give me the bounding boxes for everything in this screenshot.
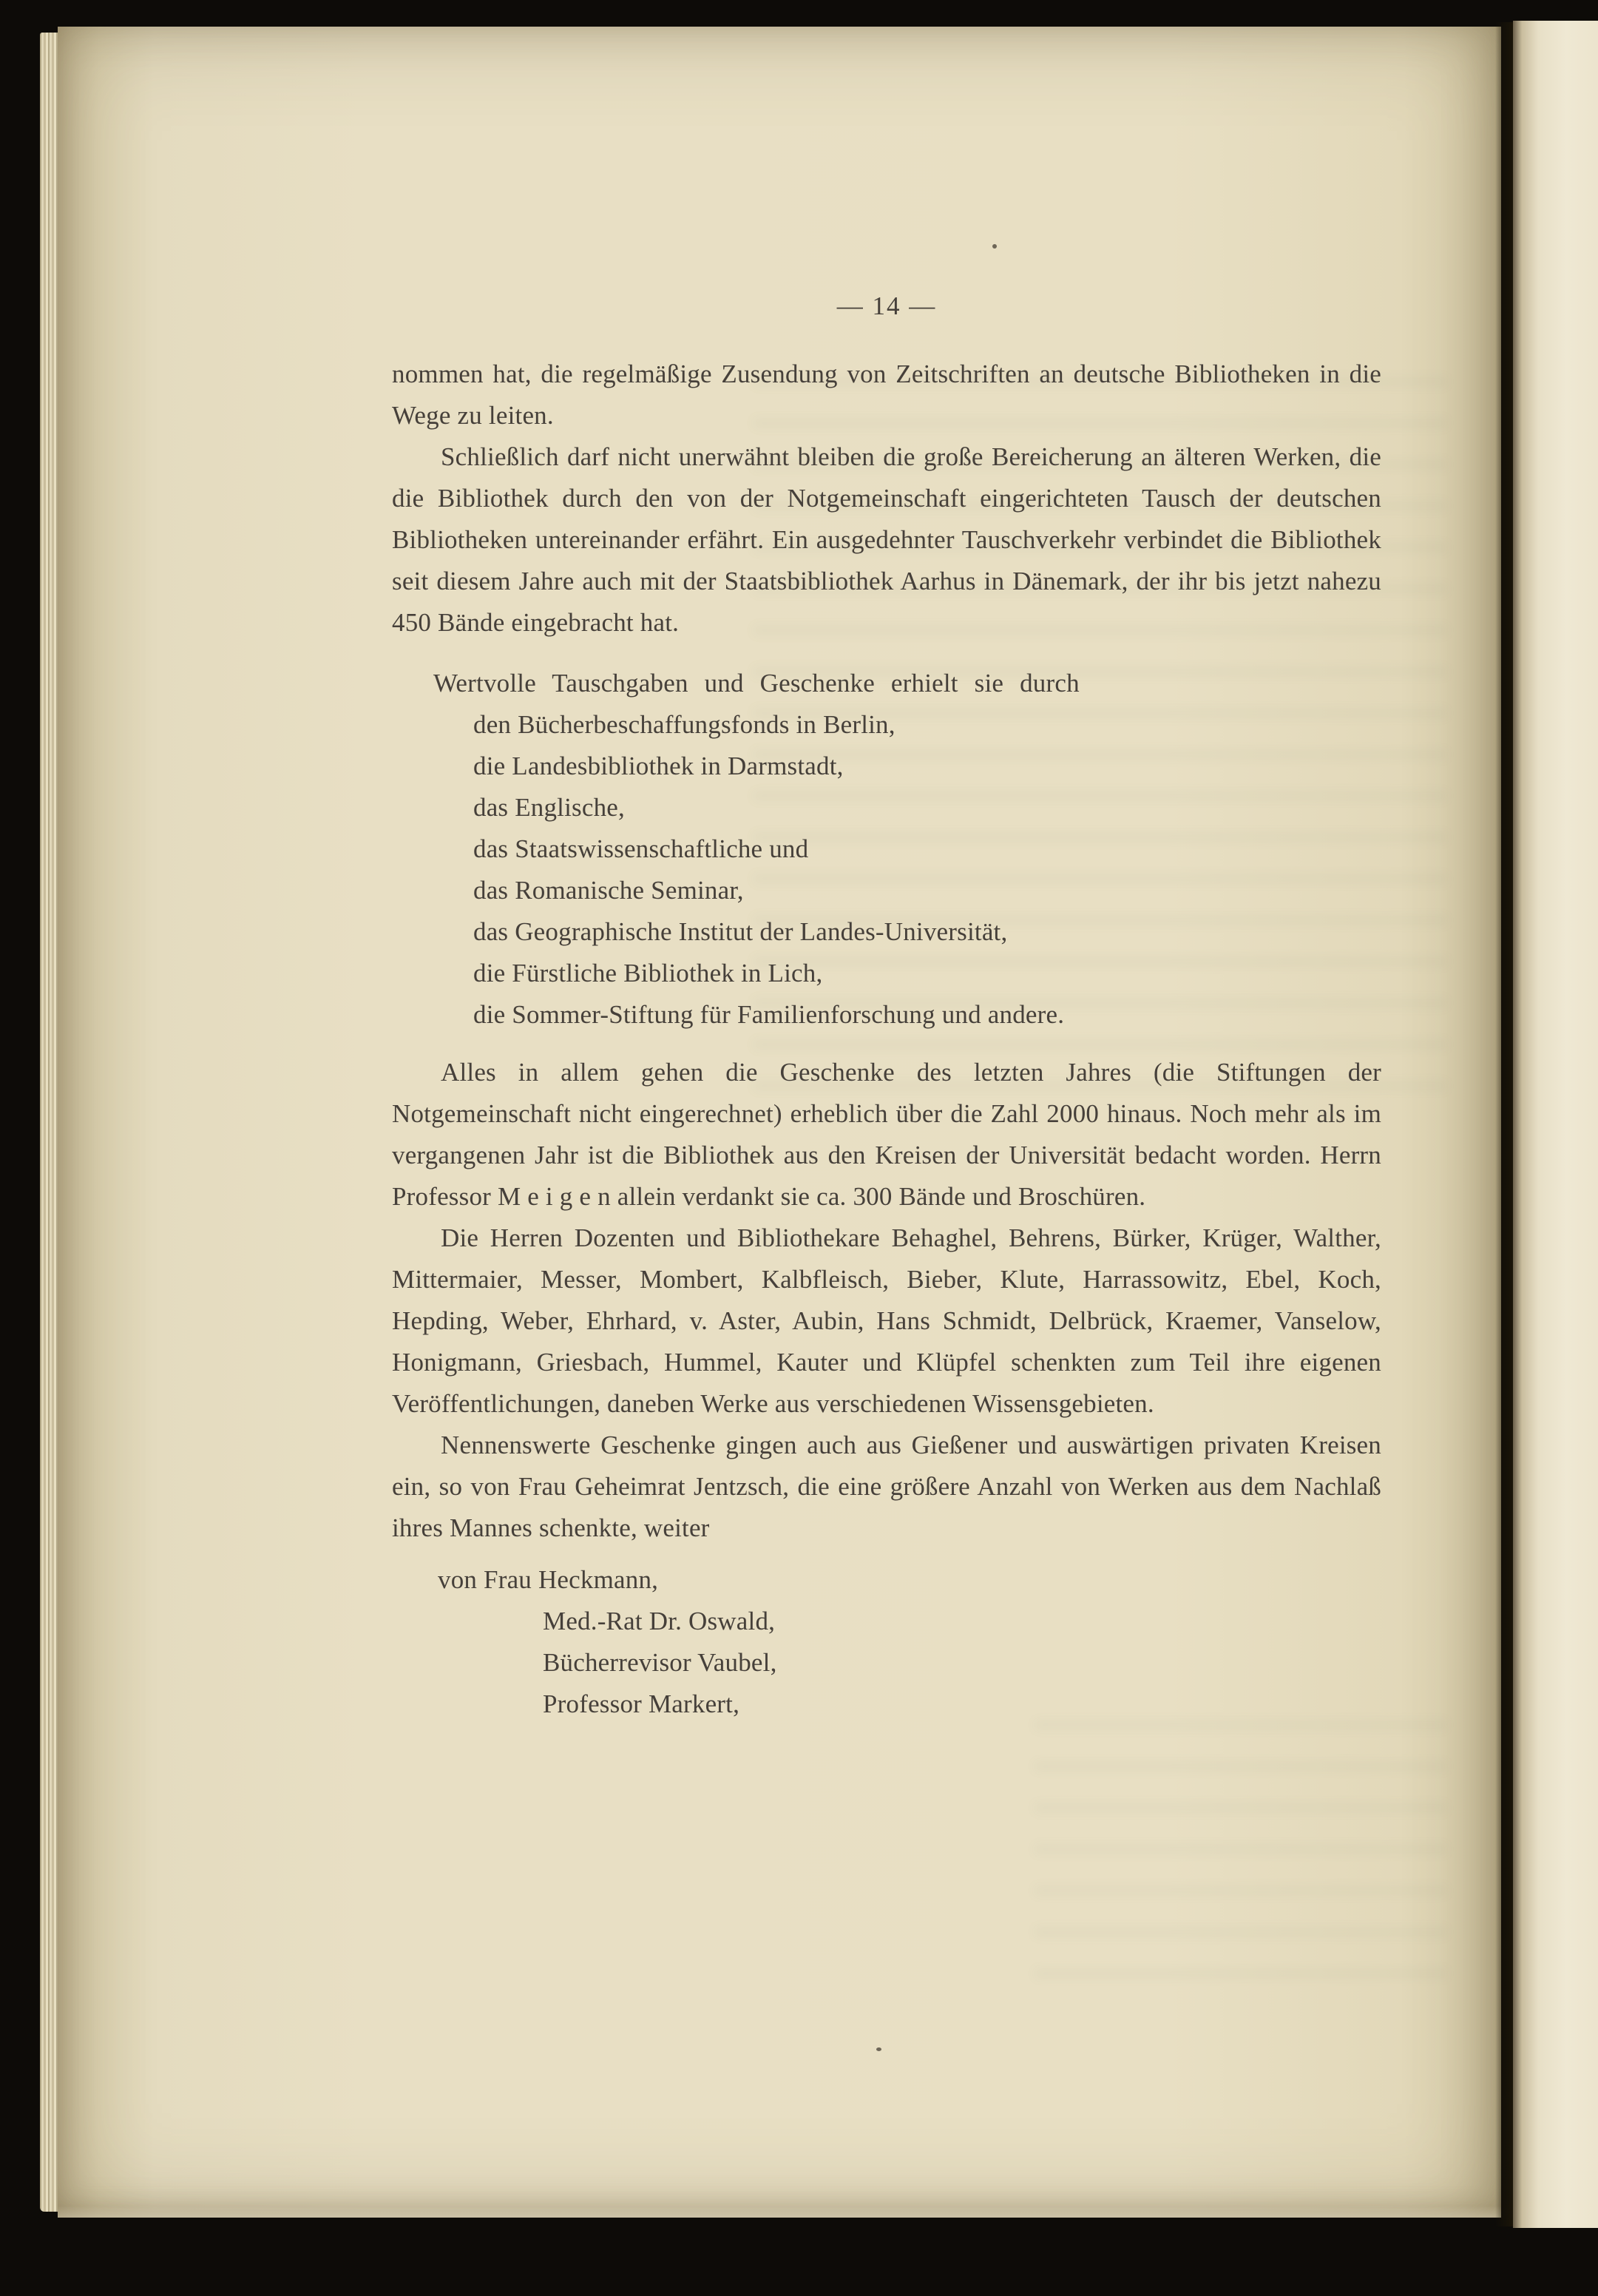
paragraph-private-donors: Nennenswerte Geschenke gingen auch aus Gießener und auswärtigen privaten Kreisen ein, so von Frau Geheimrat Jentzsch, die eine größere Anzahl von Werken aus dem Nachlaß ihres Mannes schenkte, weiter	[392, 1431, 1381, 1542]
gift-list-item: den Bücherbeschaffungsfonds in Berlin,	[473, 710, 896, 739]
paragraph-gift-totals: Alles in allem gehen die Geschenke des letzten Jahres (die Stiftungen der Notgemeinschaft nicht eingerechnet) erheblich über die Zahl 2000 hinaus. Noch mehr als im vergangenen Jahr ist die Bibliothek aus den Kreisen der Universität bedacht worden. Herrn Professor M e i g e n allein verdankt sie ca. 300 Bände und Broschüren.	[392, 1058, 1381, 1211]
donor-list-item: Professor Markert,	[543, 1689, 740, 1718]
paragraph-exchange: Schließlich darf nicht unerwähnt bleiben die große Bereicherung an älteren Werken, die die Bibliothek durch den von der Notgemeinschaft eingerichteten Tausch der deutschen Bibliotheken untereinander erfährt. Ein ausgedehnter Tauschverkehr verbindet die Bibliothek seit diesem Jahre auch mit der Staatsbibliothek Aarhus in Dänemark, der ihr bis jetzt nahezu 450 Bände eingebracht hat.	[392, 442, 1381, 637]
gift-list-item: das Englische,	[473, 793, 625, 822]
page-stack-edge	[40, 33, 59, 2212]
paragraph-docents: Die Herren Dozenten und Bibliothekare Behaghel, Behrens, Bürker, Krüger, Walther, Mittermaier, Messer, Mombert, Kalbfleisch, Bieber, Klute, Harrassowitz, Ebel, Koch, Hepding, Weber, Ehrhard, v. Aster, Aubin, Hans Schmidt, Delbrück, Kraemer, Vanselow, Honigmann, Griesbach, Hummel, Kauter und Klüpfel schenkten zum Teil ihre eigenen Veröffentlichungen, daneben Werke aus verschiedenen Wissensgebieten.	[392, 1223, 1381, 1418]
next-page-edge	[1513, 21, 1598, 2228]
ink-bleed-through	[1034, 1713, 1448, 1979]
gift-list	[392, 704, 1381, 1036]
gift-list-item: die Fürstliche Bibliothek in Lich,	[473, 959, 823, 987]
donor-list-item: Med.-Rat Dr. Oswald,	[543, 1607, 776, 1635]
donor-list	[392, 1601, 1381, 1725]
gift-list-item: die Landesbibliothek in Darmstadt,	[473, 752, 844, 780]
gift-list-item: das Romanische Seminar,	[473, 876, 744, 905]
gift-list-item: das Staatswissenschaftliche und	[473, 834, 809, 863]
lead-in-line: Wertvolle Tauschgaben und Geschenke erhielt sie durch	[433, 669, 1080, 698]
donor-list-intro: von Frau Heckmann,	[438, 1565, 659, 1594]
gift-list-item: das Geographische Institut der Landes-Universität,	[473, 917, 1008, 946]
ink-speck	[876, 2047, 881, 2051]
donor-list-item: Bücherrevisor Vaubel,	[543, 1648, 777, 1677]
book-page	[58, 27, 1501, 2218]
paragraph-continuation: nommen hat, die regelmäßige Zusendung von Zeitschriften an deutsche Bibliotheken in die Wege zu leiten.	[392, 359, 1381, 430]
ink-speck	[992, 244, 997, 249]
page-content	[392, 286, 1381, 1725]
page-number: — 14 —	[836, 291, 937, 320]
gutter-shadow	[1495, 22, 1514, 2226]
gift-list-item: die Sommer-Stiftung für Familienforschung und andere.	[473, 1000, 1065, 1029]
